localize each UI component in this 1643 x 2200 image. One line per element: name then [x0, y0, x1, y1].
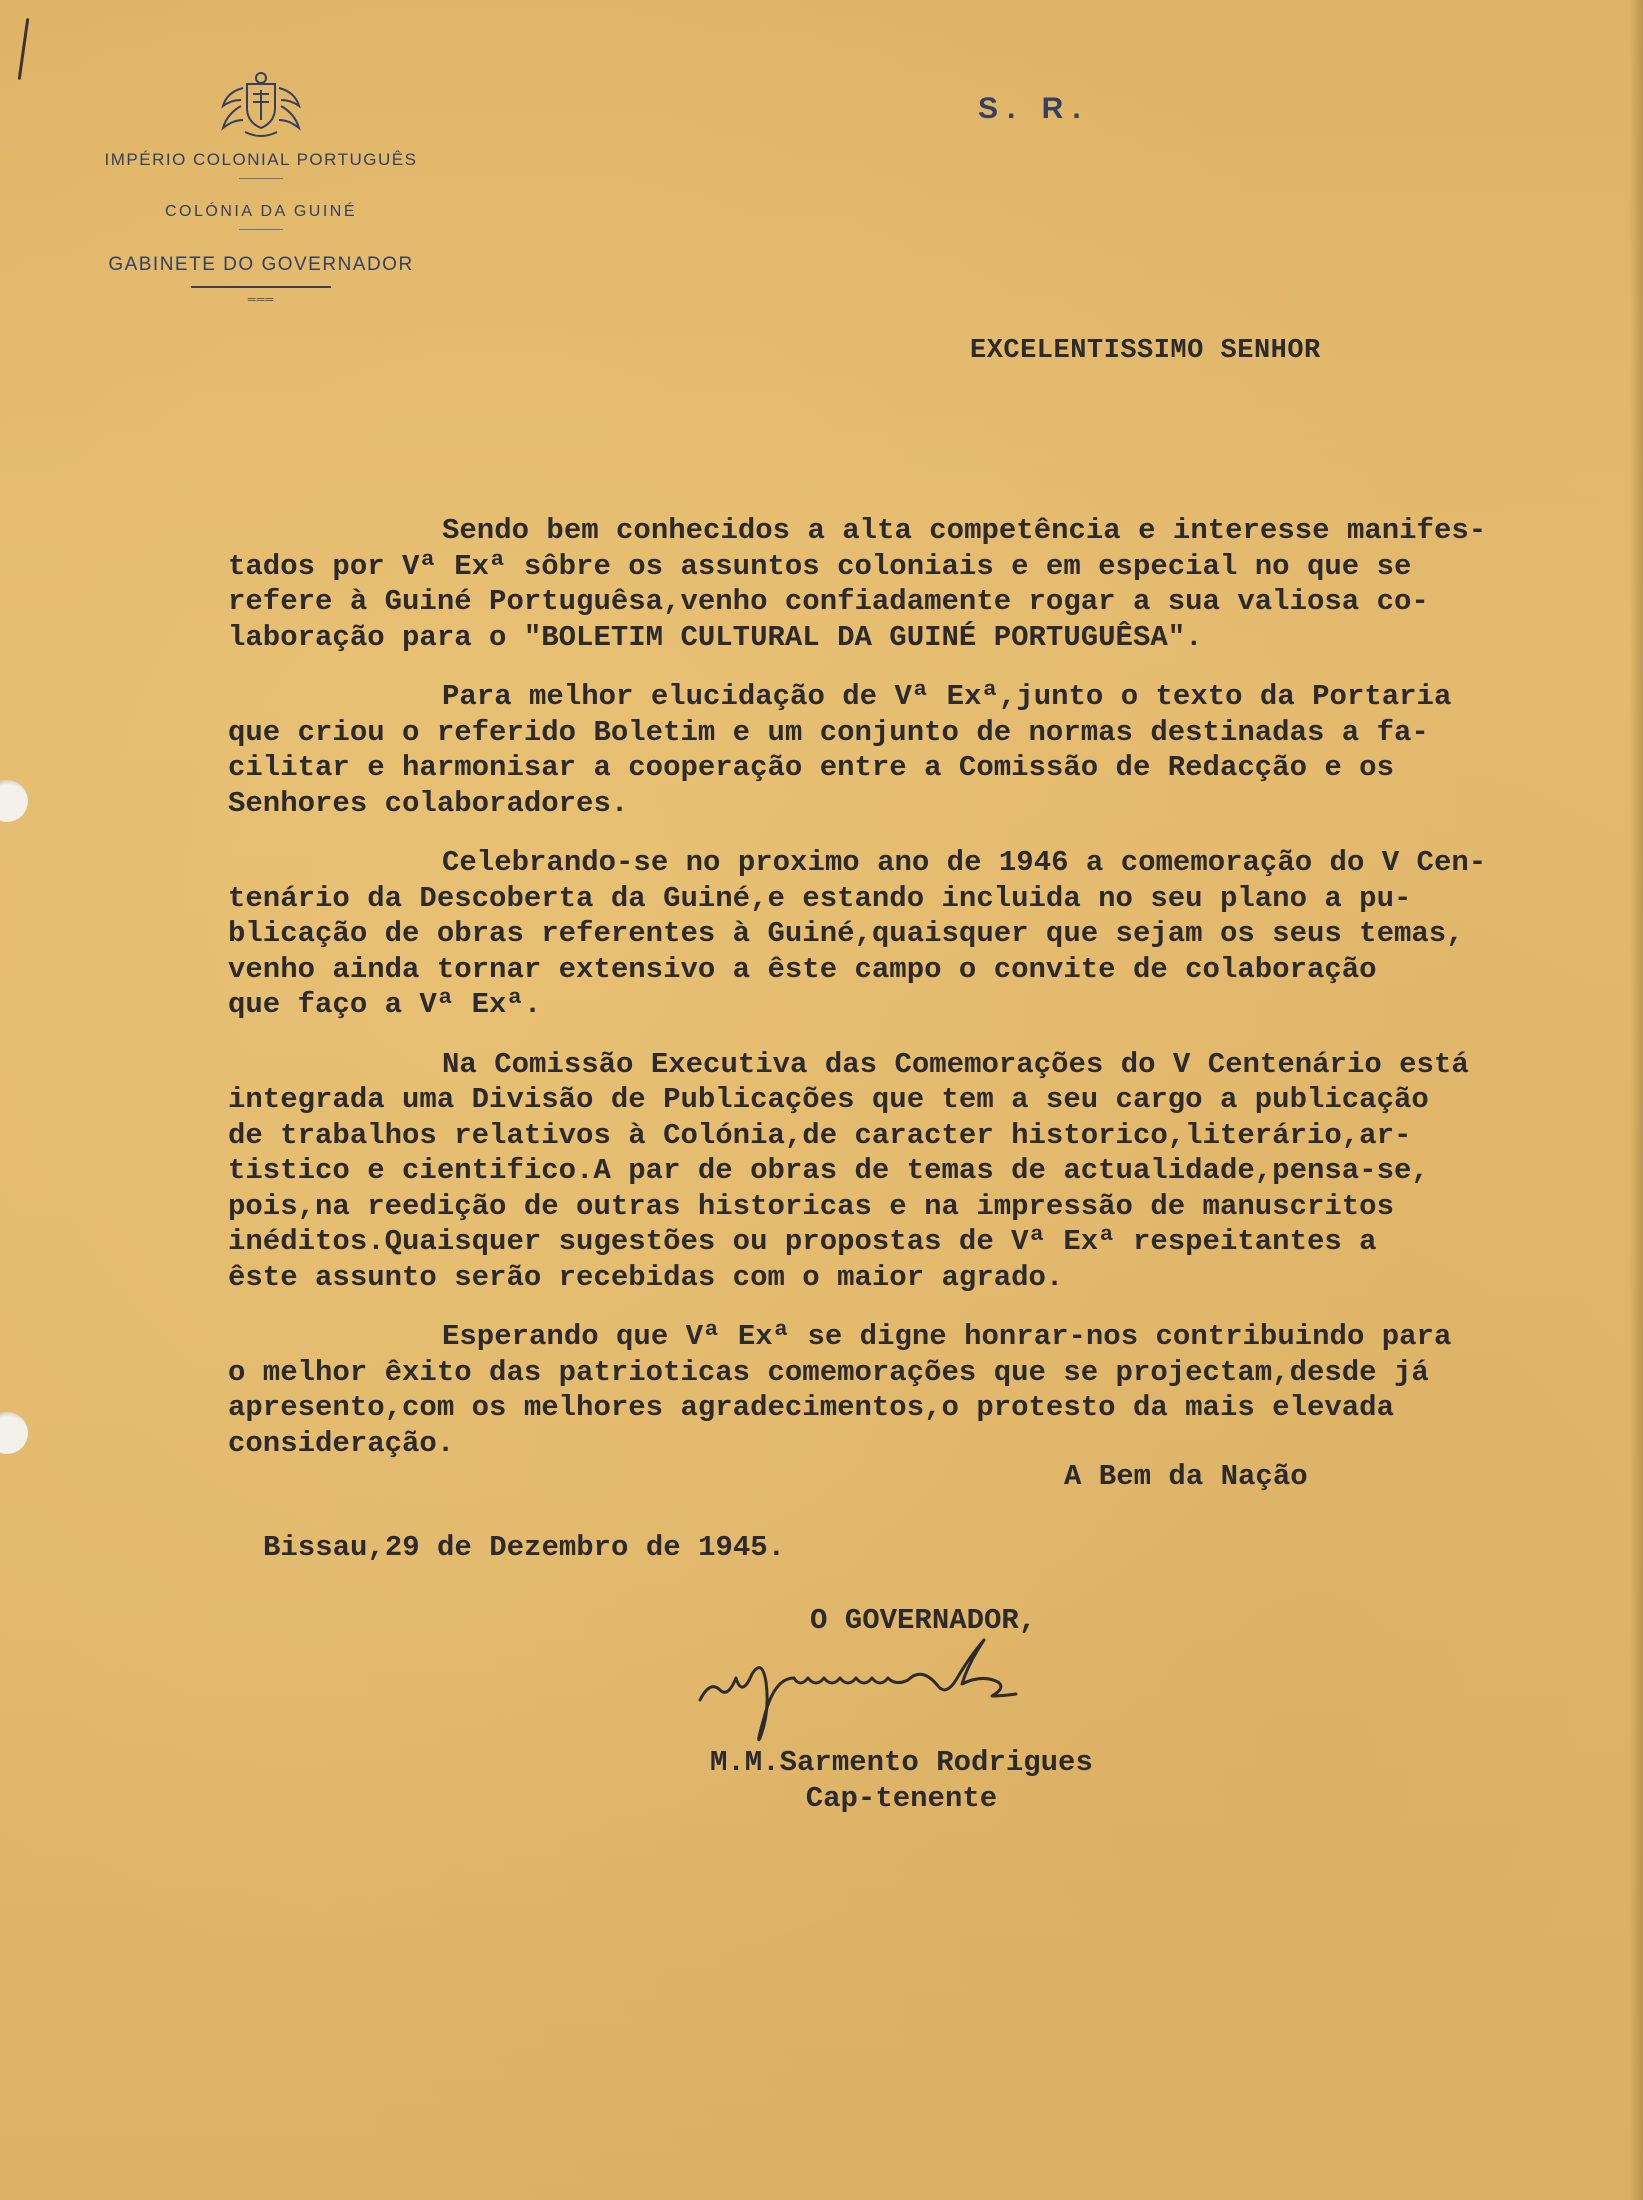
paragraph-line: pois,na reedição de outras historicas e na impressão de manuscritos — [228, 1189, 1394, 1223]
paragraph-line: tenário da Descoberta da Guiné,e estando incluida no seu plano a pu- — [228, 881, 1412, 915]
paragraph-line: cilitar e harmonisar a cooperação entre a Comissão de Redacção e os — [228, 751, 1394, 784]
letterhead-empire: IMPÉRIO COLONIAL PORTUGUÊS — [104, 150, 418, 169]
paragraph — [228, 513, 1623, 655]
header-mark: S. R. — [978, 92, 1090, 125]
letterhead-separator — [239, 229, 283, 230]
paragraph-line: consideração. — [228, 1426, 455, 1460]
letterhead-office: GABINETE DO GOVERNADOR — [108, 254, 414, 275]
paragraph-line: Celebrando-se no proximo ano de 1946 a comemoração do V Cen- — [442, 846, 1487, 879]
paragraph-line: o melhor êxito das patrioticas comemorações que se projectam,desde já — [228, 1355, 1429, 1389]
salutation: EXCELENTISSIMO SENHOR — [970, 336, 1321, 366]
paragraph-line: tados por Vª Exª sôbre os assuntos coloniais e em especial no que se — [228, 549, 1412, 583]
paragraph-line: que criou o referido Boletim e um conjunto de normas destinadas a fa- — [228, 715, 1429, 749]
letterhead — [66, 70, 456, 306]
paragraph — [228, 1047, 1623, 1296]
paragraph-line: inéditos.Quaisquer sugestões ou propostas de Vª Exª respeitantes a — [228, 1225, 1377, 1258]
closing-formula: A Bem da Nação — [1064, 1460, 1308, 1493]
paragraph-line: Esperando que Vª Exª se digne honrar-nos contribuindo para — [442, 1320, 1452, 1353]
paragraph-line: Na Comissão Executiva das Comemorações do V Centenário está — [442, 1047, 1469, 1081]
punch-hole-top — [0, 780, 28, 822]
paragraph — [228, 845, 1623, 1023]
signer-block — [710, 1745, 1093, 1817]
pencil-margin-mark — [18, 18, 30, 80]
punch-hole-bottom — [0, 1412, 28, 1454]
letterhead-separator — [239, 178, 283, 179]
letter-body — [228, 513, 1623, 1485]
signer-rank: Cap-tenente — [805, 1782, 998, 1815]
paragraph-line: blicação de obras referentes à Guiné,quaisquer que sejam os seus temas, — [228, 917, 1464, 950]
signer-name: M.M.Sarmento Rodrigues — [710, 1746, 1093, 1779]
letterhead-ornament: ═══ — [247, 294, 275, 306]
letterhead-colony: COLÓNIA DA GUINÉ — [164, 203, 358, 220]
paragraph-line: êste assunto serão recebidas com o maior agrado. — [228, 1260, 1064, 1294]
paragraph-line: Senhores colaboradores. — [228, 786, 629, 820]
paragraph-line: laboração para o "BOLETIM CULTURAL DA GUINÉ PORTUGUÊSA". — [228, 620, 1203, 654]
paragraph-line: Sendo bem conhecidos a alta competência e interesse manifes- — [442, 514, 1487, 547]
paragraph-line: Para melhor elucidação de Vª Exª,junto o texto da Portaria — [442, 680, 1452, 713]
paragraph-line: venho ainda tornar extensivo a êste campo o convite de colaboração — [228, 952, 1377, 986]
paragraph-line: que faço a Vª Exª. — [228, 988, 542, 1021]
signer-role: O GOVERNADOR, — [810, 1604, 1037, 1637]
letterhead-rule — [191, 286, 331, 288]
paragraph-line: refere à Guiné Portuguêsa,venho confiadamente rogar a sua valiosa co- — [228, 585, 1429, 618]
paragraph-line: integrada uma Divisão de Publicações que tem a seu cargo a publicação — [228, 1083, 1429, 1116]
signature-icon — [690, 1620, 1230, 1750]
paragraph-line: apresento,com os melhores agradecimentos,o protesto da mais elevada — [228, 1391, 1394, 1424]
letter-date: Bissau,29 de Dezembro de 1945. — [263, 1531, 786, 1564]
paragraph-line: de trabalhos relativos à Colónia,de caracter historico,literário,ar- — [228, 1118, 1412, 1152]
paragraph-line: tistico e cientifico.A par de obras de temas de actualidade,pensa-se, — [228, 1154, 1429, 1187]
paragraph — [228, 1319, 1623, 1461]
paragraph — [228, 679, 1623, 821]
coat-of-arms-icon — [213, 70, 309, 142]
